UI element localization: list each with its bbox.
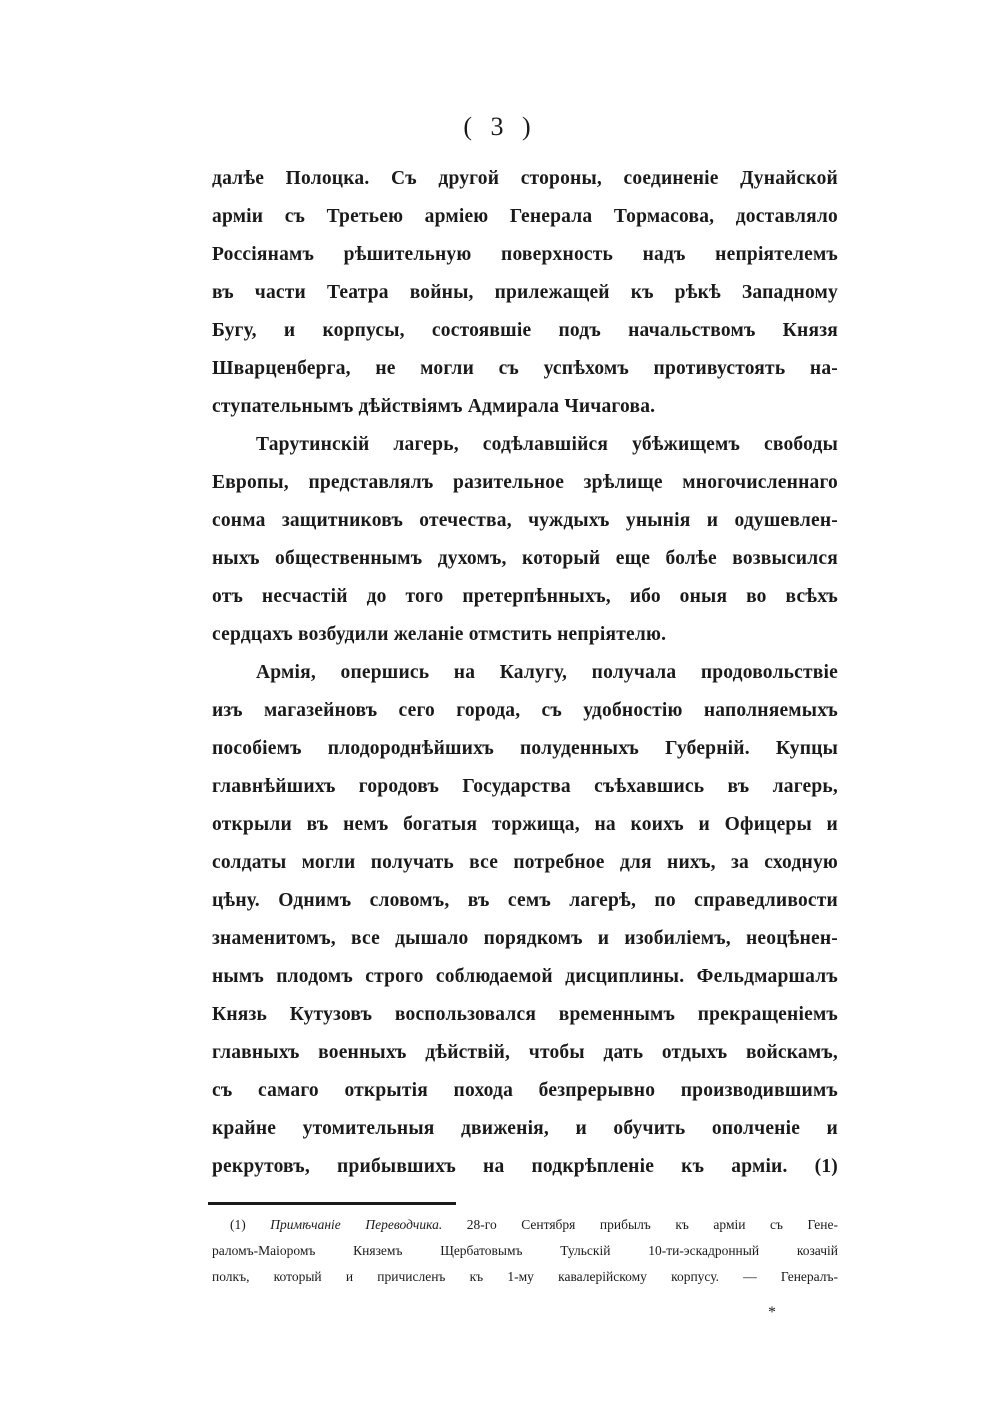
text-line: Шварценберга, не могли съ успѣхомъ противустоять на- bbox=[212, 358, 838, 379]
page-number: ( 3 ) bbox=[463, 112, 537, 141]
text-line: цѣну. Однимъ словомъ, въ семъ лагерѣ, по справедливости bbox=[212, 890, 838, 911]
text-line: главнѣйшихъ городовъ Государства съѣхавшись въ лагерь, bbox=[212, 776, 838, 797]
footnote-italic-lead: Примѣчаніе Переводчика. bbox=[270, 1217, 443, 1232]
text-line: пособіемъ плодороднѣйшихъ полуденныхъ Губерній. Купцы bbox=[212, 738, 838, 759]
text-line: главныхъ военныхъ дѣйствій, чтобы дать отдыхъ войскамъ, bbox=[212, 1042, 838, 1063]
text-line: нымъ плодомъ строго соблюдаемой дисциплины. Фельдмаршалъ bbox=[212, 966, 838, 987]
text-line: отъ несчастій до того претерпѣнныхъ, ибо оныя во всѣхъ bbox=[212, 586, 838, 607]
text-line: съ самаго открытія похода безпрерывно производившимъ bbox=[212, 1080, 838, 1101]
text-line: крайне утомительныя движенія, и обучить ополченіе и bbox=[212, 1118, 838, 1139]
text-line: открыли въ немъ богатыя торжища, на коихъ и Офицеры и bbox=[212, 814, 838, 835]
paragraph-1 bbox=[212, 160, 838, 426]
paragraph-3 bbox=[212, 654, 838, 1186]
body-text bbox=[212, 160, 838, 1186]
text-line: ныхъ общественнымъ духомъ, который еще болѣе возвысился bbox=[212, 548, 838, 569]
text-line: въ части Театра войны, прилежащей къ рѣкѣ Западному bbox=[212, 282, 838, 303]
text-line: рекрутовъ, прибывшихъ на подкрѣпленіе къ арміи. (1) bbox=[212, 1156, 838, 1177]
text-line: знаменитомъ, все дышало порядкомъ и изобиліемъ, неоцѣнен- bbox=[212, 928, 838, 949]
footnote-divider bbox=[208, 1202, 456, 1205]
footnote-marker: (1) bbox=[230, 1217, 246, 1232]
text-line: арміи съ Третьею арміею Генерала Тормасова, доставляло bbox=[212, 206, 838, 227]
footnote-line: раломъ-Маіоромъ Княземъ Щербатовымъ Тульскій 10-ти-эскадронный козачій bbox=[212, 1243, 838, 1258]
signature-mark: * bbox=[768, 1304, 776, 1321]
text-line: сердцахъ возбудили желаніе отмстить непріятелю. bbox=[212, 624, 667, 645]
footnote-line: полкъ, который и причисленъ къ 1-му кавалерійскому корпусу. — Генералъ- bbox=[212, 1269, 838, 1284]
text-line: ступательнымъ дѣйствіямъ Адмирала Чичагова. bbox=[212, 396, 656, 417]
text-line: Бугу, и корпусы, состоявшіе подъ начальствомъ Князя bbox=[212, 320, 838, 341]
text-line: изъ магазейновъ сего города, съ удобностію наполняемыхъ bbox=[212, 700, 838, 721]
text-line: Князь Кутузовъ воспользовался временнымъ прекращеніемъ bbox=[212, 1004, 838, 1025]
text-line: солдаты могли получать все потребное для нихъ, за сходную bbox=[212, 852, 838, 873]
footnote-line bbox=[212, 1212, 838, 1238]
text-line: сонма защитниковъ отечества, чуждыхъ унынія и одушевлен- bbox=[212, 510, 838, 531]
footnote-text: 28-го Сентября прибылъ къ арміи съ Гене- bbox=[466, 1217, 838, 1232]
text-line: Россіянамъ рѣшительную поверхность надъ непріятелемъ bbox=[212, 244, 838, 265]
footnote bbox=[212, 1212, 838, 1290]
text-line: далѣе Полоцка. Съ другой стороны, соединеніе Дунайской bbox=[212, 168, 838, 189]
text-line: Европы, представлялъ разительное зрѣлище многочисленнаго bbox=[212, 472, 838, 493]
text-line: Тарутинскій лагерь, содѣлавшійся убѣжищемъ свободы bbox=[256, 434, 838, 455]
paragraph-2 bbox=[212, 426, 838, 654]
text-line: Армія, опершись на Калугу, получала продовольствіе bbox=[256, 662, 838, 683]
